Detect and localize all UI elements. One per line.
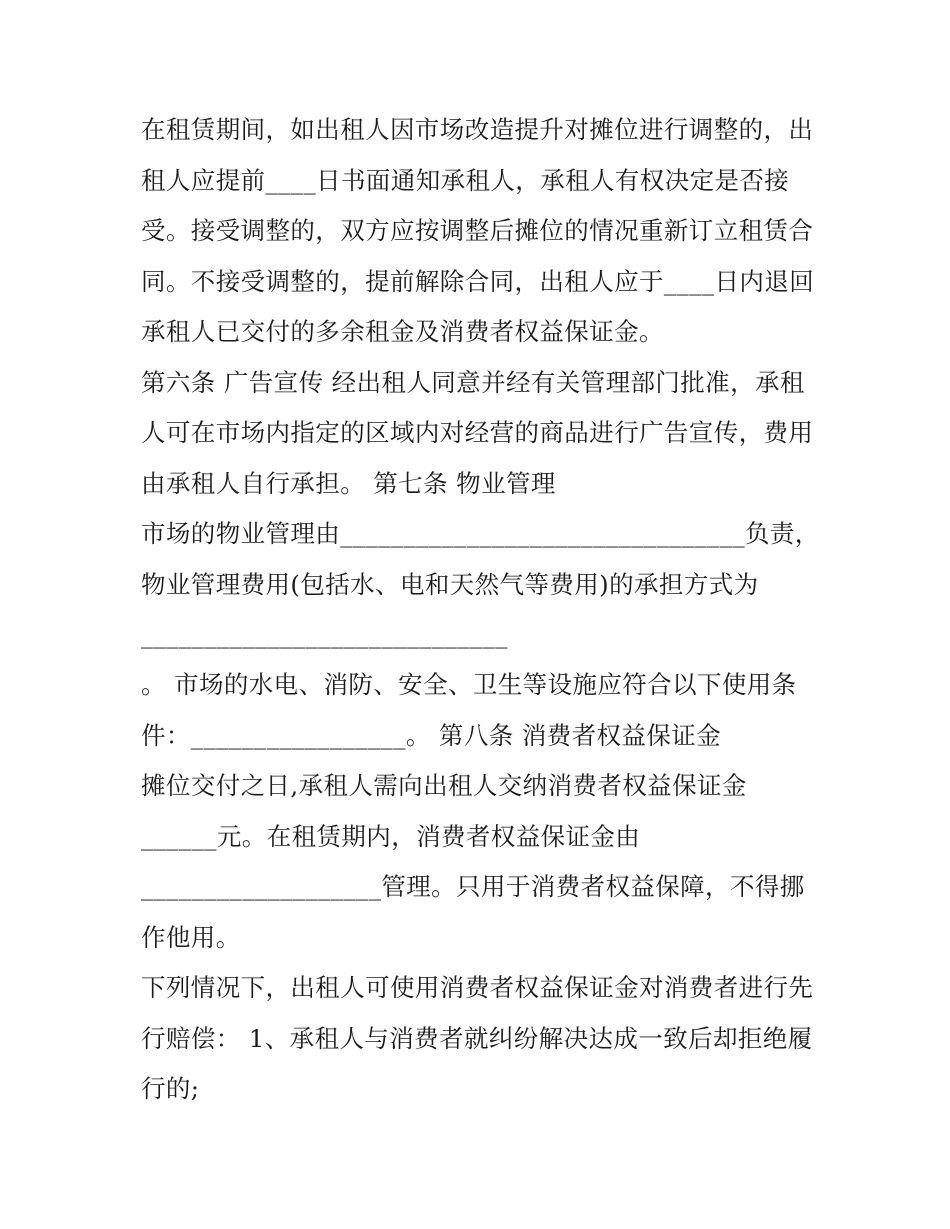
- text-line: 同。不接受调整的，提前解除合同，出租人应于____日内退回: [141, 266, 815, 296]
- text-line: 在租赁期间，如出租人因市场改造提升对摊位进行调整的，出: [141, 115, 814, 144]
- article-6-line: 第六条 广告宣传 经出租人同意并经有关管理部门批准，承租: [141, 367, 805, 397]
- article-8-line: 件：_________________。 第八条 消费者权益保证金: [141, 720, 722, 750]
- text-line: 受。接受调整的，双方应按调整后摊位的情况重新订立租赁合: [141, 216, 814, 245]
- article-7-line: 由承租人自行承担。 第七条 物业管理: [141, 468, 556, 498]
- document-body: [141, 105, 820, 1115]
- text-line: ___________________管理。只用于消费者权益保障，不得挪: [141, 872, 805, 901]
- text-line: 人可在市场内指定的区域内对经营的商品进行广告宣传，费用: [141, 418, 814, 447]
- text-line: 行赔偿： 1、承租人与消费者就纠纷解决达成一致后却拒绝履: [141, 1023, 813, 1053]
- text-line: ______元。在租赁期内，消费者权益保证金由: [141, 821, 641, 851]
- text-line: 承租人已交付的多余租金及消费者权益保证金。: [141, 317, 664, 346]
- text-line: 市场的物业管理由________________________________负责，: [141, 519, 820, 548]
- text-line: 。 市场的水电、消防、安全、卫生等设施应符合以下使用条: [141, 670, 797, 699]
- text-line: 下列情况下，出租人可使用消费者权益保证金对消费者进行先: [141, 973, 814, 1002]
- text-line: 物业管理费用(包括水、电和天然气等费用)的承担方式为: [141, 569, 759, 599]
- blank-fill-line: _____________________________: [141, 620, 508, 649]
- text-line: 摊位交付之日,承租人需向出租人交纳消费者权益保证金: [141, 771, 747, 800]
- text-line: 租人应提前____日书面通知承租人，承租人有权决定是否接: [141, 165, 790, 195]
- text-line: 作他用。: [141, 922, 241, 952]
- text-line: 行的;: [141, 1074, 200, 1103]
